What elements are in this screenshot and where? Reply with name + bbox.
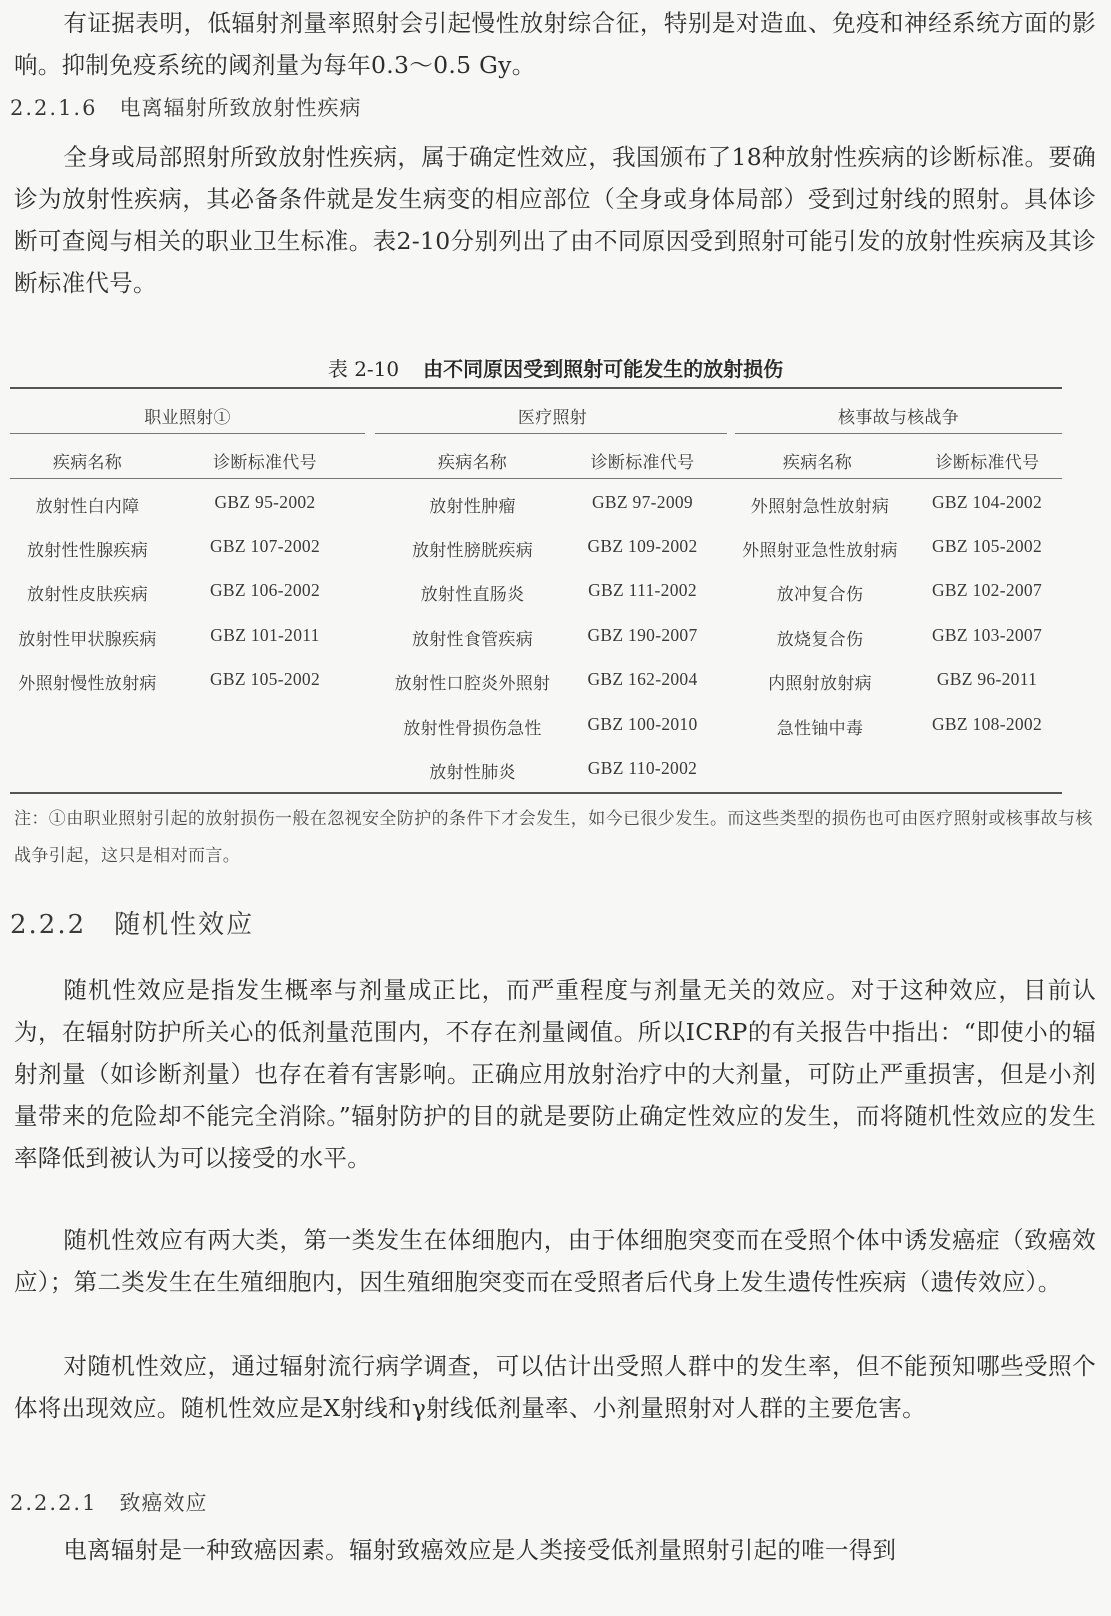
table-cell-disease: 外照射慢性放射病 (18, 674, 157, 694)
section-2-2-2-1-paragraph: 电离辐射是一种致癌因素。辐射致癌效应是人类接受低剂量照射引起的唯一得到 (63, 1536, 897, 1564)
table-cell-code: GBZ 104-2002 (931, 492, 1043, 512)
table-cell-disease: 急性铀中毒 (776, 719, 864, 739)
section-number: 2.2.2.1 (10, 1491, 98, 1515)
table-header-rule (10, 478, 1062, 479)
section-number: 2.2.1.6 (10, 96, 98, 120)
section-2-2-2-paragraph-2: 随机性效应有两大类，第一类发生在体细胞内，由于体细胞突变而在受照个体中诱发癌症（致癌效应）；第二类发生在生殖细胞内，因生殖细胞突变而在受照者后代身上发生遗传性疾病（遗传效应）。 (14, 1226, 1096, 1296)
table-cell-code: GBZ 108-2002 (931, 714, 1043, 734)
table-cell-code: GBZ 107-2002 (209, 536, 321, 556)
subheader-standard-code: 诊断标准代号 (213, 453, 317, 473)
table-title: 由不同原因受到照射可能发生的放射损伤 (423, 357, 784, 381)
subheader-disease-name: 疾病名称 (782, 453, 853, 473)
table-cell-code: GBZ 100-2010 (587, 714, 698, 734)
group-header-medical: 医疗照射 (517, 408, 588, 428)
subheader-disease-name: 疾病名称 (52, 453, 123, 473)
group-header-occupational: 职业照射① (144, 408, 231, 428)
table-bottom-rule (10, 792, 1062, 794)
subheader-standard-code: 诊断标准代号 (935, 453, 1040, 473)
table-cell-disease: 放射性白内障 (35, 497, 140, 517)
table-cell-code: GBZ 97-2009 (591, 492, 693, 512)
subheader-disease-name: 疾病名称 (437, 453, 508, 473)
table-cell-code: GBZ 95-2002 (214, 492, 316, 512)
section-2-2-1-6-paragraph: 全身或局部照射所致放射性疾病，属于确定性效应，我国颁布了18种放射性疾病的诊断标准。要确诊为放射性疾病，其必备条件就是发生病变的相应部位（全身或身体局部）受到过射线的照射。具体诊断可查阅与相关的职业卫生标准。表2-10分别列出了由不同原因受到照射可能引发的放射性疾病及其诊断标准代号。 (14, 143, 1096, 297)
section-heading-2-2-2-1 (10, 1487, 207, 1517)
table-number: 表 2-10 (327, 357, 400, 381)
section-heading-2-2-2 (10, 904, 254, 941)
table-cell-disease: 放射性肺炎 (429, 763, 516, 783)
table-cell-disease: 内照射放射病 (768, 674, 872, 694)
table-top-rule (10, 387, 1062, 389)
section-2-2-2-paragraph-1: 随机性效应是指发生概率与剂量成正比，而严重程度与剂量无关的效应。对于这种效应，目前认为，在辐射防护所关心的低剂量范围内，不存在剂量阈值。所以ICRP的有关报告中指出：“即使小的辐射剂量（如诊断剂量）也存在着有害影响。正确应用放射治疗中的大剂量，可防止严重损害，但是小剂量带来的危险却不能完全消除。”辐射防护的目的就是要防止确定性效应的发生，而将随机性效应的发生率降低到被认为可以接受的水平。 (14, 976, 1096, 1172)
table-cell-code: GBZ 111-2002 (588, 580, 697, 600)
table-cell-disease: 放射性食管疾病 (411, 630, 534, 650)
section-heading-2-2-1-6 (10, 92, 361, 122)
table-cell-disease: 外照射急性放射病 (750, 497, 890, 517)
table-cell-code: GBZ 110-2002 (587, 758, 698, 778)
table-cell-code: GBZ 106-2002 (209, 580, 321, 600)
table-cell-code: GBZ 162-2004 (587, 669, 698, 689)
group-rule-nuclear (735, 433, 1062, 434)
table-cell-code: GBZ 102-2007 (931, 580, 1043, 600)
table-caption (0, 353, 1111, 382)
table-cell-disease: 放冲复合伤 (776, 585, 864, 605)
section-2-2-2-paragraph-3: 对随机性效应，通过辐射流行病学调查，可以估计出受照人群中的发生率，但不能预知哪些受照个体将出现效应。随机性效应是X射线和γ射线低剂量率、小剂量照射对人群的主要危害。 (14, 1352, 1096, 1422)
table-cell-disease: 放烧复合伤 (776, 630, 864, 650)
section-title: 致癌效应 (119, 1491, 208, 1515)
table-cell-code: GBZ 105-2002 (931, 536, 1043, 556)
section-title: 电离辐射所致放射性疾病 (119, 96, 362, 120)
table-cell-disease: 放射性肿瘤 (429, 497, 516, 517)
section-number: 2.2.2 (10, 910, 87, 940)
table-cell-disease: 放射性皮肤疾病 (26, 585, 149, 605)
table-cell-disease: 外照射亚急性放射病 (742, 541, 898, 561)
table-cell-code: GBZ 105-2002 (209, 669, 321, 689)
intro-paragraph: 有证据表明，低辐射剂量率照射会引起慢性放射综合征，特别是对造血、免疫和神经系统方面的影响。抑制免疫系统的阈剂量为每年0.3～0.5 Gy。 (14, 9, 1096, 79)
table-note: 注：①由职业照射引起的放射损伤一般在忽视安全防护的条件下才会发生，如今已很少发生。而这些类型的损伤也可由医疗照射或核事故与核战争引起，这只是相对而言。 (14, 809, 1093, 866)
table-cell-code: GBZ 190-2007 (587, 625, 698, 645)
table-cell-disease: 放射性直肠炎 (420, 585, 525, 605)
table-cell-disease: 放射性膀胱疾病 (411, 541, 534, 561)
table-cell-code: GBZ 109-2002 (587, 536, 698, 556)
section-title: 随机性效应 (114, 910, 255, 940)
group-rule-occupational (10, 433, 365, 434)
table-cell-code: GBZ 101-2011 (210, 625, 320, 645)
group-rule-medical (375, 433, 727, 434)
table-cell-disease: 放射性性腺疾病 (26, 541, 149, 561)
table-cell-disease: 放射性甲状腺疾病 (18, 630, 157, 650)
table-cell-code: GBZ 103-2007 (931, 625, 1043, 645)
table-cell-code: GBZ 96-2011 (936, 669, 1038, 689)
subheader-standard-code: 诊断标准代号 (590, 453, 695, 473)
table-cell-disease: 放射性骨损伤急性 (403, 719, 542, 739)
table-cell-disease: 放射性口腔炎外照射 (394, 674, 551, 694)
group-header-nuclear: 核事故与核战争 (837, 408, 960, 428)
